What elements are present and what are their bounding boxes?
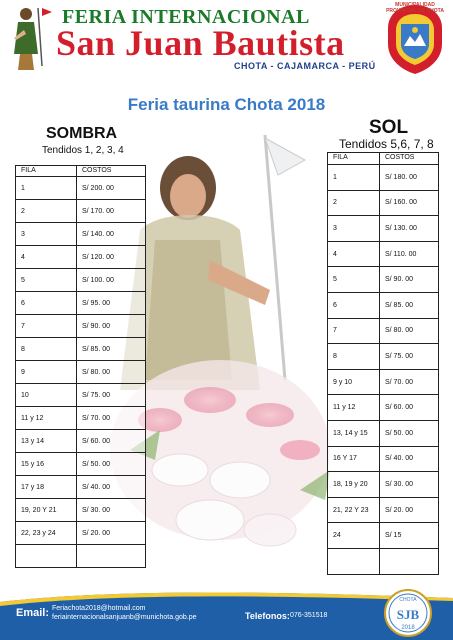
badge-monogram: SJB xyxy=(396,607,420,622)
costo-cell: S/ 130. 00 xyxy=(380,216,439,242)
fila-cell: 4 xyxy=(16,246,77,269)
sombra-title: SOMBRA xyxy=(46,125,118,142)
costo-cell: S/ 90. 00 xyxy=(77,315,146,338)
table-row xyxy=(328,446,439,472)
costo-cell: S/ 60. 00 xyxy=(77,430,146,453)
table-row xyxy=(16,384,146,407)
column-header-fila: FILA xyxy=(16,166,77,177)
table-row xyxy=(16,453,146,476)
fila-cell: 3 xyxy=(16,223,77,246)
sombra-price-table xyxy=(15,165,146,568)
costo-cell xyxy=(380,548,439,574)
costo-cell: S/ 70. 00 xyxy=(77,407,146,430)
table-row xyxy=(328,523,439,549)
table-row xyxy=(328,395,439,421)
saint-figure-logo xyxy=(8,4,54,72)
fair-title-main: San Juan Bautista xyxy=(56,23,345,63)
table-row xyxy=(16,499,146,522)
table-row xyxy=(16,361,146,384)
telephone-number: 076-351518 xyxy=(290,612,328,619)
fila-cell: 15 y 16 xyxy=(16,453,77,476)
table-row xyxy=(328,190,439,216)
table-row xyxy=(328,292,439,318)
costo-cell: S/ 50. 00 xyxy=(77,453,146,476)
costo-cell: S/ 40. 00 xyxy=(380,446,439,472)
sol-price-table xyxy=(327,152,439,575)
table-row xyxy=(328,548,439,574)
costo-cell: S/ 60. 00 xyxy=(380,395,439,421)
sol-title: SOL xyxy=(369,117,409,138)
table-row xyxy=(16,407,146,430)
costo-cell: S/ 160. 00 xyxy=(380,190,439,216)
table-row xyxy=(328,241,439,267)
email-addresses xyxy=(52,604,196,622)
table-row xyxy=(16,246,146,269)
costo-cell: S/ 200. 00 xyxy=(77,177,146,200)
column-header-costos: COSTOS xyxy=(77,166,146,177)
fila-cell: 2 xyxy=(16,200,77,223)
fila-cell: 1 xyxy=(328,165,380,191)
fila-cell: 9 y 10 xyxy=(328,369,380,395)
table-row xyxy=(328,165,439,191)
fila-cell: 11 y 12 xyxy=(328,395,380,421)
table-row xyxy=(328,369,439,395)
costo-cell: S/ 50. 00 xyxy=(380,420,439,446)
column-header-fila: FILA xyxy=(328,153,380,165)
costo-cell xyxy=(77,545,146,568)
fila-cell: 2 xyxy=(328,190,380,216)
sombra-subtitle: Tendidos 1, 2, 3, 4 xyxy=(42,145,124,156)
sol-subtitle: Tendidos 5,6, 7, 8 xyxy=(339,137,434,151)
fila-cell: 6 xyxy=(328,292,380,318)
costo-cell: S/ 170. 00 xyxy=(77,200,146,223)
fila-cell: 5 xyxy=(328,267,380,293)
costo-cell: S/ 80. 00 xyxy=(77,361,146,384)
table-row xyxy=(16,522,146,545)
fila-cell xyxy=(328,548,380,574)
table-row xyxy=(16,545,146,568)
fila-cell: 17 y 18 xyxy=(16,476,77,499)
fila-cell: 11 y 12 xyxy=(16,407,77,430)
table-row xyxy=(328,267,439,293)
table-row xyxy=(16,177,146,200)
table-row xyxy=(16,476,146,499)
email-address-1[interactable]: Feriachota2018@hotmail.com xyxy=(52,605,146,612)
fila-cell: 9 xyxy=(16,361,77,384)
fila-cell: 5 xyxy=(16,269,77,292)
chota-2018-badge-icon xyxy=(384,589,432,637)
costo-cell: S/ 70. 00 xyxy=(380,369,439,395)
telephone-label: Telefonos: xyxy=(245,611,290,621)
table-row xyxy=(16,223,146,246)
costo-cell: S/ 40. 00 xyxy=(77,476,146,499)
fila-cell: 22, 23 y 24 xyxy=(16,522,77,545)
costo-cell: S/ 90. 00 xyxy=(380,267,439,293)
fila-cell: 1 xyxy=(16,177,77,200)
fila-cell: 10 xyxy=(16,384,77,407)
table-row xyxy=(16,292,146,315)
table-row xyxy=(16,430,146,453)
fila-cell: 8 xyxy=(16,338,77,361)
costo-cell: S/ 20. 00 xyxy=(380,497,439,523)
table-row xyxy=(328,497,439,523)
table-row xyxy=(16,200,146,223)
costo-cell: S/ 140. 00 xyxy=(77,223,146,246)
fair-title-top: FERIA INTERNACIONAL xyxy=(62,6,310,28)
table-row xyxy=(328,420,439,446)
costo-cell: S/ 85. 00 xyxy=(380,292,439,318)
costo-cell: S/ 15 xyxy=(380,523,439,549)
fila-cell: 6 xyxy=(16,292,77,315)
email-address-2[interactable]: feriainternacionalsanjuanb@munichota.gob.pe xyxy=(52,614,197,621)
table-row xyxy=(16,315,146,338)
costo-cell: S/ 120. 00 xyxy=(77,246,146,269)
table-header-row xyxy=(328,153,439,165)
fila-cell: 21, 22 Y 23 xyxy=(328,497,380,523)
fila-cell xyxy=(16,545,77,568)
page-heading: Feria taurina Chota 2018 xyxy=(127,95,326,114)
costo-cell: S/ 30. 00 xyxy=(77,499,146,522)
fila-cell: 18, 19 y 20 xyxy=(328,472,380,498)
crest-caption: MUNICIPALIDAD PROVINCIAL DE CHOTA xyxy=(386,2,444,14)
costo-cell: S/ 75. 00 xyxy=(380,344,439,370)
table-row xyxy=(328,344,439,370)
fila-cell: 3 xyxy=(328,216,380,242)
header-banner xyxy=(0,0,453,78)
costo-cell: S/ 95. 00 xyxy=(77,292,146,315)
costo-cell: S/ 30. 00 xyxy=(380,472,439,498)
costo-cell: S/ 75. 00 xyxy=(77,384,146,407)
table-row xyxy=(328,318,439,344)
costo-cell: S/ 80. 00 xyxy=(380,318,439,344)
fila-cell: 8 xyxy=(328,344,380,370)
table-row xyxy=(16,338,146,361)
fila-cell: 16 Y 17 xyxy=(328,446,380,472)
table-row xyxy=(328,216,439,242)
fila-cell: 19, 20 Y 21 xyxy=(16,499,77,522)
badge-top-text: CHOTA xyxy=(399,597,417,603)
costo-cell: S/ 110. 00 xyxy=(380,241,439,267)
costo-cell: S/ 85. 00 xyxy=(77,338,146,361)
fila-cell: 4 xyxy=(328,241,380,267)
table-row xyxy=(328,472,439,498)
email-label: Email: xyxy=(16,607,50,619)
costo-cell: S/ 100. 00 xyxy=(77,269,146,292)
fila-cell: 13, 14 y 15 xyxy=(328,420,380,446)
column-header-costos: COSTOS xyxy=(380,153,439,165)
table-row xyxy=(16,269,146,292)
fila-cell: 24 xyxy=(328,523,380,549)
fila-cell: 13 y 14 xyxy=(16,430,77,453)
fila-cell: 7 xyxy=(16,315,77,338)
costo-cell: S/ 180. 00 xyxy=(380,165,439,191)
fair-location: CHOTA - CAJAMARCA - PERÚ xyxy=(234,61,376,71)
badge-year: 2018 xyxy=(401,625,415,631)
table-header-row xyxy=(16,166,146,177)
costo-cell: S/ 20. 00 xyxy=(77,522,146,545)
fila-cell: 7 xyxy=(328,318,380,344)
